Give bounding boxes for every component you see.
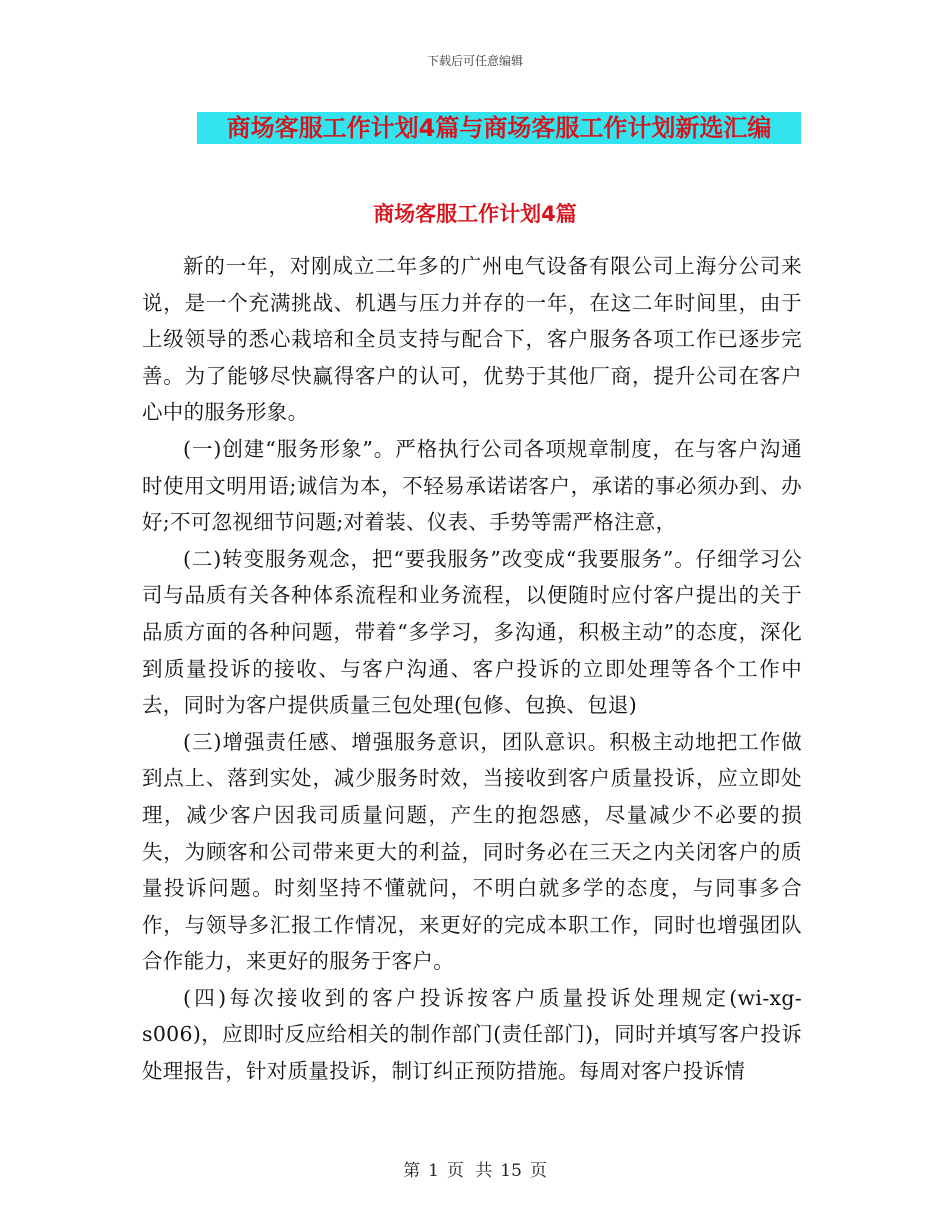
document-body <box>142 248 802 1090</box>
main-title-highlight <box>197 112 801 144</box>
header-note: 下载后可任意编辑 <box>426 54 523 68</box>
paragraph-4: (四)每次接收到的客户投诉按客户质量投诉处理规定(wi-xg-s006)，应即时反应给相关的制作部门(责任部门)，同时并填写客户投诉处理报告，针对质量投诉，制订纠正预防措施。每周对客户投诉情 <box>142 985 802 1084</box>
footer-suffix: 页 <box>529 1161 547 1181</box>
footer-prefix: 第 <box>403 1161 421 1181</box>
paragraph-intro: 新的一年，对刚成立二年多的广州电气设备有限公司上海分公司来说，是一个充满挑战、机遇与压力并存的一年，在这二年时间里，由于上级领导的悉心栽培和全员支持与配合下，客户服务各项工作已逐步完善。为了能够尽快赢得客户的认可，优势于其他厂商，提升公司在客户心中的服务形象。 <box>142 254 802 425</box>
paragraph-1: (一)创建“服务形象”。严格执行公司各项规章制度，在与客户沟通时使用文明用语;诚信为本，不轻易承诺诺客户，承诺的事必须办到、办好;不可忽视细节问题;对着装、仪表、手势等需严格注意， <box>142 436 802 535</box>
paragraph-3: (三)增强责任感、增强服务意识，团队意识。积极主动地把工作做到点上、落到实处，减少服务时效，当接收到客户质量投诉，应立即处理，减少客户因我司质量问题，产生的抱怨感，尽量减少不必要的损失，为顾客和公司带来更大的利益，同时务必在三天之内关闭客户的质量投诉问题。时刻坚持不懂就问，不明白就多学的态度，与同事多合作，与领导多汇报工作情况，来更好的完成本职工作，同时也增强团队合作能力，来更好的服务于客户。 <box>142 729 802 974</box>
section-title: 商场客服工作计划4篇 <box>373 202 577 226</box>
footer-middle: 页 共 <box>446 1161 493 1181</box>
main-title: 商场客服工作计划4篇与商场客服工作计划新选汇编 <box>226 114 772 142</box>
paragraph-2: (二)转变服务观念，把“要我服务”改变成“我要服务”。仔细学习公司与品质有关各种体系流程和业务流程，以便随时应付客户提出的关于品质方面的各种问题，带着“多学习，多沟通，积极主动”的态度，深化到质量投诉的接收、与客户沟通、客户投诉的立即处理等各个工作中去，同时为客户提供质量三包处理(包修、包换、包退) <box>142 546 802 718</box>
footer-total-pages: 15 <box>500 1161 522 1181</box>
footer-page-number: 1 <box>428 1161 439 1181</box>
page-footer <box>0 1156 950 1181</box>
